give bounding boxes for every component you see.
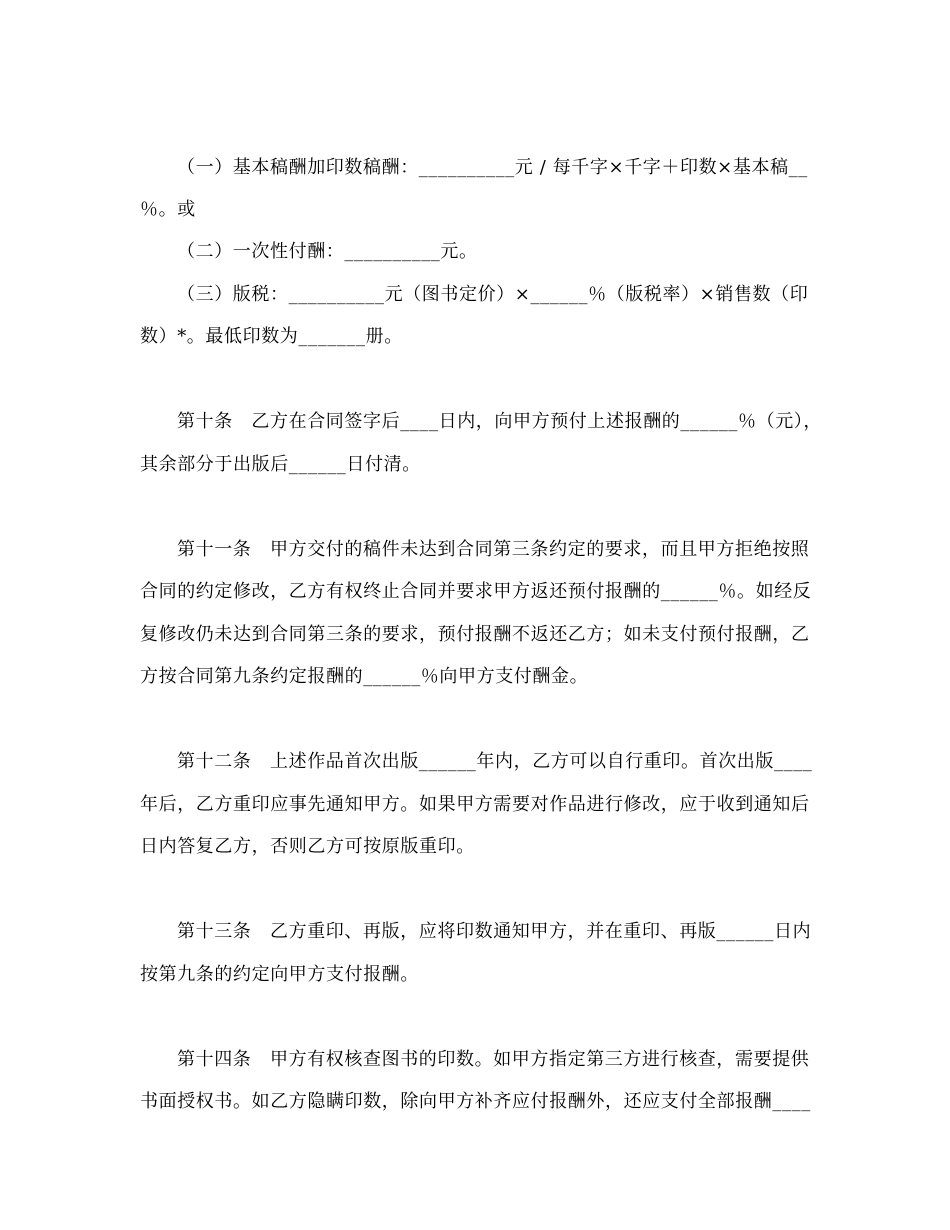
article-14-line-2: 书面授权书。如乙方隐瞒印数，除向甲方补齐应付报酬外，还应支付全部报酬____ bbox=[140, 1091, 811, 1112]
article-11-line-2: 合同的约定修改，乙方有权终止合同并要求甲方返还预付报酬的______％。如经反 bbox=[140, 581, 812, 602]
article-10-line-1: 第十条 乙方在合同签字后____日内，向甲方预付上述报酬的______％（元）， bbox=[177, 411, 822, 432]
article-11-line-1: 第十一条 甲方交付的稿件未达到合同第三条约定的要求，而且甲方拒绝按照 bbox=[177, 539, 810, 560]
article-13-line-1: 第十三条 乙方重印、再版，应将印数通知甲方，并在重印、再版______日内 bbox=[177, 921, 812, 942]
article-12-line-2: 年后，乙方重印应事先通知甲方。如果甲方需要对作品进行修改，应于收到通知后 bbox=[140, 794, 810, 815]
paragraph-line: 数）*。最低印数为_______册。 bbox=[140, 326, 403, 347]
paragraph-line: （二）一次性付酬：__________元。 bbox=[177, 241, 478, 262]
paragraph-line: ％。或 bbox=[140, 199, 196, 220]
paragraph-line: （三）版税：__________元（图书定价）×______％（版税率）×销售数（印 bbox=[177, 284, 809, 305]
article-12-line-3: 日内答复乙方，否则乙方可按原版重印。 bbox=[140, 836, 475, 857]
article-14-line-1: 第十四条 甲方有权核查图书的印数。如甲方指定第三方进行核查，需要提供 bbox=[177, 1049, 810, 1070]
paragraph-line: （一）基本稿酬加印数稿酬：__________元 / 每千字×千字＋印数×基本稿__ bbox=[177, 157, 808, 178]
article-13-line-2: 按第九条的约定向甲方支付报酬。 bbox=[140, 964, 419, 985]
article-10-line-2: 其余部分于出版后______日付清。 bbox=[140, 454, 421, 475]
article-11-line-3: 复修改仍未达到合同第三条的要求，预付报酬不返还乙方；如未支付预付报酬，乙 bbox=[140, 624, 810, 645]
article-12-line-1: 第十二条 上述作品首次出版______年内，乙方可以自行重印。首次出版____ bbox=[177, 751, 813, 772]
article-11-line-4: 方按合同第九条约定报酬的______％向甲方支付酬金。 bbox=[140, 666, 589, 687]
